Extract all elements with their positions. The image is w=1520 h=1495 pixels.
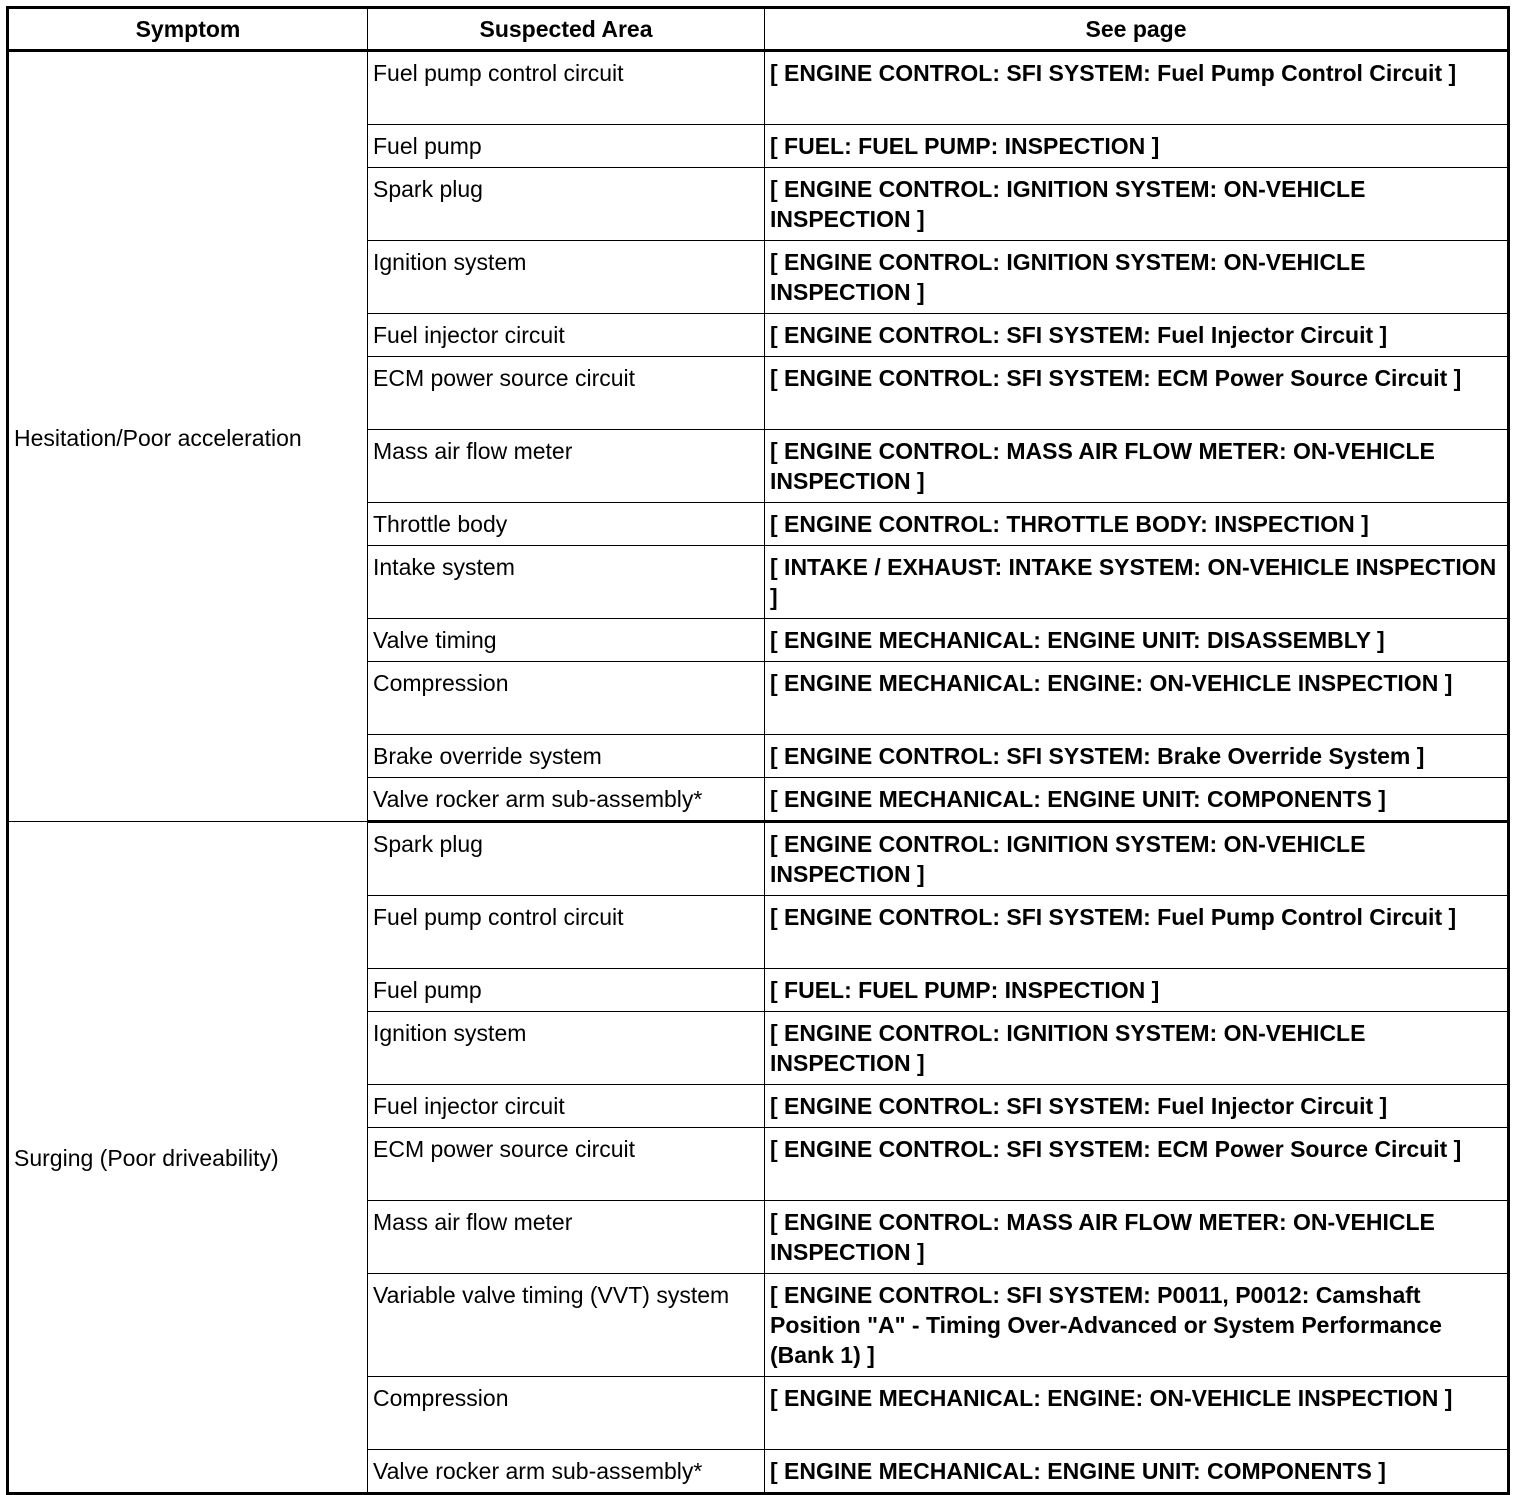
suspected-area-cell: Fuel pump control circuit xyxy=(368,896,765,969)
suspected-area-cell: Valve rocker arm sub-assembly* xyxy=(368,1450,765,1494)
see-page-cell: [ ENGINE CONTROL: THROTTLE BODY: INSPECTION ] xyxy=(765,503,1509,546)
suspected-area-cell: Variable valve timing (VVT) system xyxy=(368,1274,765,1377)
suspected-area-cell: ECM power source circuit xyxy=(368,357,765,430)
symptom-group-hesitation xyxy=(8,51,1509,822)
see-page-cell: [ ENGINE CONTROL: MASS AIR FLOW METER: ON-VEHICLE INSPECTION ] xyxy=(765,1201,1509,1274)
see-page-cell: [ ENGINE MECHANICAL: ENGINE: ON-VEHICLE INSPECTION ] xyxy=(765,1377,1509,1450)
suspected-area-cell: Spark plug xyxy=(368,168,765,241)
suspected-area-cell: Ignition system xyxy=(368,241,765,314)
see-page-cell: [ ENGINE MECHANICAL: ENGINE UNIT: COMPONENTS ] xyxy=(765,778,1509,822)
table-row xyxy=(8,822,1509,896)
see-page-cell: [ ENGINE CONTROL: IGNITION SYSTEM: ON-VEHICLE INSPECTION ] xyxy=(765,168,1509,241)
table-row xyxy=(8,51,1509,125)
see-page-cell: [ ENGINE CONTROL: IGNITION SYSTEM: ON-VEHICLE INSPECTION ] xyxy=(765,822,1509,896)
see-page-cell: [ ENGINE CONTROL: SFI SYSTEM: ECM Power Source Circuit ] xyxy=(765,1128,1509,1201)
see-page-cell: [ ENGINE CONTROL: MASS AIR FLOW METER: ON-VEHICLE INSPECTION ] xyxy=(765,430,1509,503)
suspected-area-cell: Fuel pump xyxy=(368,969,765,1012)
suspected-area-cell: Mass air flow meter xyxy=(368,430,765,503)
see-page-cell: [ ENGINE MECHANICAL: ENGINE: ON-VEHICLE INSPECTION ] xyxy=(765,662,1509,735)
suspected-area-cell: Valve rocker arm sub-assembly* xyxy=(368,778,765,822)
see-page-cell: [ INTAKE / EXHAUST: INTAKE SYSTEM: ON-VEHICLE INSPECTION ] xyxy=(765,546,1509,619)
see-page-cell: [ ENGINE CONTROL: SFI SYSTEM: Fuel Pump Control Circuit ] xyxy=(765,51,1509,125)
symptom-cell: Hesitation/Poor acceleration xyxy=(8,51,368,822)
troubleshooting-table xyxy=(6,6,1510,1495)
header-symptom: Symptom xyxy=(8,8,368,51)
see-page-cell: [ ENGINE CONTROL: SFI SYSTEM: ECM Power Source Circuit ] xyxy=(765,357,1509,430)
suspected-area-cell: Spark plug xyxy=(368,822,765,896)
suspected-area-cell: Brake override system xyxy=(368,735,765,778)
see-page-cell: [ ENGINE CONTROL: SFI SYSTEM: P0011, P0012: Camshaft Position "A" - Timing Over-Advanced or System Performance (Bank 1) ] xyxy=(765,1274,1509,1377)
suspected-area-cell: Throttle body xyxy=(368,503,765,546)
see-page-cell: [ ENGINE CONTROL: SFI SYSTEM: Fuel Injector Circuit ] xyxy=(765,314,1509,357)
see-page-cell: [ ENGINE CONTROL: SFI SYSTEM: Fuel Pump Control Circuit ] xyxy=(765,896,1509,969)
see-page-cell: [ ENGINE CONTROL: SFI SYSTEM: Brake Override System ] xyxy=(765,735,1509,778)
suspected-area-cell: Valve timing xyxy=(368,619,765,662)
suspected-area-cell: Ignition system xyxy=(368,1012,765,1085)
suspected-area-cell: Fuel injector circuit xyxy=(368,1085,765,1128)
header-see-page: See page xyxy=(765,8,1509,51)
suspected-area-cell: Mass air flow meter xyxy=(368,1201,765,1274)
see-page-cell: [ FUEL: FUEL PUMP: INSPECTION ] xyxy=(765,969,1509,1012)
suspected-area-cell: Fuel pump control circuit xyxy=(368,51,765,125)
header-row xyxy=(8,8,1509,51)
see-page-cell: [ ENGINE CONTROL: SFI SYSTEM: Fuel Injector Circuit ] xyxy=(765,1085,1509,1128)
see-page-cell: [ ENGINE CONTROL: IGNITION SYSTEM: ON-VEHICLE INSPECTION ] xyxy=(765,241,1509,314)
suspected-area-cell: Fuel pump xyxy=(368,125,765,168)
suspected-area-cell: Compression xyxy=(368,662,765,735)
see-page-cell: [ FUEL: FUEL PUMP: INSPECTION ] xyxy=(765,125,1509,168)
see-page-cell: [ ENGINE MECHANICAL: ENGINE UNIT: DISASSEMBLY ] xyxy=(765,619,1509,662)
symptom-group-surging xyxy=(8,822,1509,1494)
header-suspected-area: Suspected Area xyxy=(368,8,765,51)
suspected-area-cell: Intake system xyxy=(368,546,765,619)
see-page-cell: [ ENGINE CONTROL: IGNITION SYSTEM: ON-VEHICLE INSPECTION ] xyxy=(765,1012,1509,1085)
symptom-cell: Surging (Poor driveability) xyxy=(8,822,368,1494)
see-page-cell: [ ENGINE MECHANICAL: ENGINE UNIT: COMPONENTS ] xyxy=(765,1450,1509,1494)
suspected-area-cell: Compression xyxy=(368,1377,765,1450)
suspected-area-cell: Fuel injector circuit xyxy=(368,314,765,357)
suspected-area-cell: ECM power source circuit xyxy=(368,1128,765,1201)
